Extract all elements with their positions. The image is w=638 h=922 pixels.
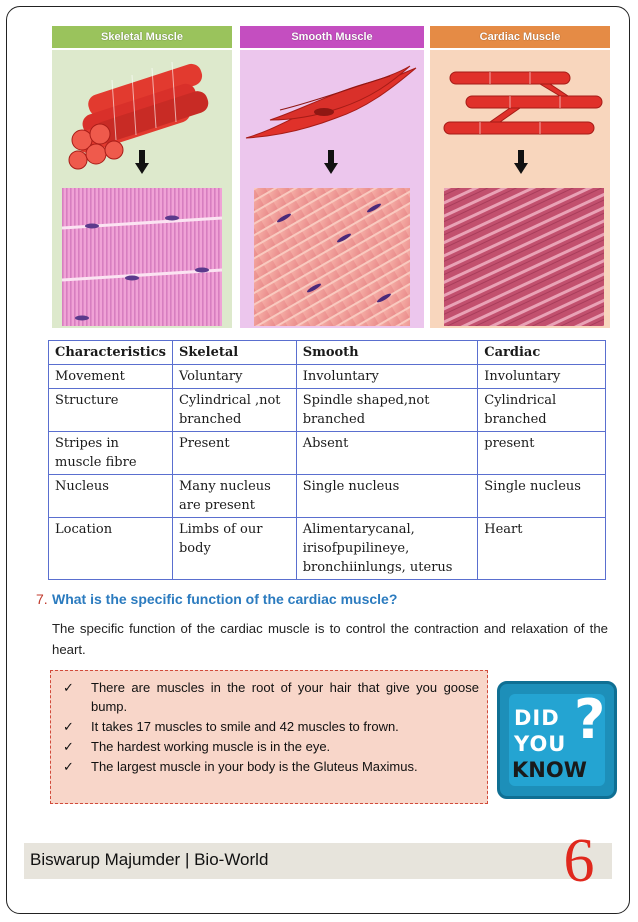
table-cell: Alimentarycanal, irisofpupilineye, bronchiinlungs, uterus [296, 518, 478, 580]
list-item [63, 737, 479, 756]
checkmark-icon: ✓ [63, 719, 74, 734]
answer-paragraph: The specific function of the cardiac muscle is to control the contraction and relaxation of the heart. [52, 621, 608, 657]
table-cell: Cylindrical branched [478, 389, 606, 432]
page-number: 6 [563, 827, 595, 895]
table-cell: Movement [49, 365, 173, 389]
table-row [49, 389, 606, 432]
badge-line-did: DID [514, 706, 560, 730]
arrow-down-icon [135, 150, 149, 178]
table-header-row [49, 341, 606, 365]
skeletal-micrograph [62, 188, 222, 326]
table-row [49, 432, 606, 475]
table-cell: Single nucleus [478, 475, 606, 518]
fact-text: The largest muscle in your body is the Gluteus Maximus. [91, 759, 418, 774]
table-cell: Absent [296, 432, 478, 475]
arrow-down-icon [514, 150, 528, 178]
table-cell: Voluntary [172, 365, 296, 389]
table-header-cell: Characteristics [49, 341, 173, 365]
question-heading: What is the specific function of the cardiac muscle? [52, 591, 398, 607]
list-item [63, 757, 479, 776]
badge-line-you: YOU [514, 732, 567, 756]
table-cell: Involuntary [478, 365, 606, 389]
table-header-cell: Skeletal [172, 341, 296, 365]
table-cell: Nucleus [49, 475, 173, 518]
table-cell: Involuntary [296, 365, 478, 389]
skeletal-muscle-header: Skeletal Muscle [52, 26, 232, 48]
table-cell: Stripes in muscle fibre [49, 432, 173, 475]
table-cell: Structure [49, 389, 173, 432]
question-mark-icon: ? [574, 688, 606, 751]
table-header-cell: Cardiac [478, 341, 606, 365]
fact-text: It takes 17 muscles to smile and 42 muscles to frown. [91, 719, 399, 734]
arrow-down-icon [324, 150, 338, 178]
smooth-muscle-header: Smooth Muscle [240, 26, 424, 48]
did-you-know-badge [497, 681, 617, 799]
table-cell: Heart [478, 518, 606, 580]
table-cell: Cylindrical ,not branched [172, 389, 296, 432]
table-row [49, 475, 606, 518]
table-row [49, 518, 606, 580]
question-number: 7. [36, 591, 48, 607]
table-cell: Spindle shaped,not branched [296, 389, 478, 432]
fact-text: The hardest working muscle is in the eye. [91, 739, 331, 754]
checkmark-icon: ✓ [63, 680, 74, 695]
checkmark-icon: ✓ [63, 759, 74, 774]
cardiac-muscle-header: Cardiac Muscle [430, 26, 610, 48]
table-header-cell: Smooth [296, 341, 478, 365]
muscle-comparison-table [48, 340, 606, 580]
list-item [63, 717, 479, 736]
table-cell: Location [49, 518, 173, 580]
badge-line-know: KNOW [512, 758, 587, 782]
fact-text: There are muscles in the root of your hair that give you goose bump. [91, 680, 479, 714]
table-cell: Single nucleus [296, 475, 478, 518]
cardiac-micrograph [444, 188, 604, 326]
footer-bar [24, 843, 612, 879]
facts-box [50, 670, 488, 804]
checkmark-icon: ✓ [63, 739, 74, 754]
table-row [49, 365, 606, 389]
table-cell: Limbs of our body [172, 518, 296, 580]
table-cell: Many nucleus are present [172, 475, 296, 518]
footer-author: Biswarup Majumder | Bio-World [30, 850, 269, 869]
list-item [63, 678, 479, 716]
smooth-micrograph [254, 188, 410, 326]
table-cell: Present [172, 432, 296, 475]
table-cell: present [478, 432, 606, 475]
